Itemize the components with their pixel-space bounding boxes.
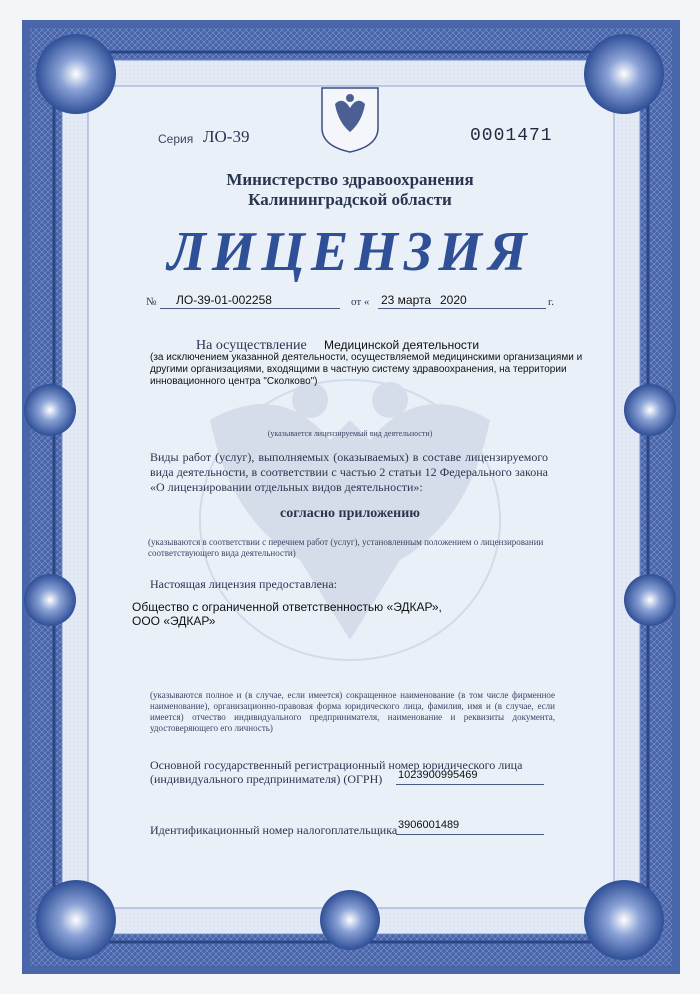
issuer-line-1: Министерство здравоохранения [226, 170, 474, 189]
licensee-label: Настоящая лицензия предоставлена: [150, 577, 337, 591]
number-prefix: № [146, 296, 157, 308]
ogrn-label-line-2: (индивидуального предпринимателя) (ОГРН) [150, 772, 383, 786]
works-value: согласно приложению [280, 506, 420, 521]
coat-of-arms-icon [322, 88, 378, 152]
activity-label: На осуществление [196, 338, 307, 353]
ogrn-underline [396, 784, 544, 785]
activity-hint: (указывается лицензируемый вид деятельности) [267, 429, 433, 438]
ogrn-value: 1023900995469 [398, 769, 478, 781]
number-underline [160, 308, 340, 309]
issuer-line-2: Калининградской области [248, 190, 452, 209]
date-prefix: от « [351, 296, 370, 308]
licensee-name-line-1: Общество с ограниченной ответственностью «ЭДКАР», [132, 600, 442, 614]
activity-value: Медицинской деятельности [324, 338, 480, 352]
inn-underline [396, 834, 544, 835]
date-underline [378, 308, 546, 309]
year-suffix: г. [548, 296, 555, 308]
works-intro: Виды работ (услуг), выполняемых (оказываемых) в составе лицензируемого вида деятельности, в соответствии с частью 2 статьи 12 Федерального закона «О лицензировании отдельных видов деятельности»: [150, 450, 548, 494]
activity-clarification: (за исключением указанной деятельности, осуществляемой медицинскими организациями и другими организациями, входящими в частную систему здравоохранения, на территории инновационного центра "Сколково") [150, 352, 583, 387]
works-hint: (указываются в соответствии с перечнем работ (услуг), установленным положением о лицензировании соответствующего вида деятельности) [148, 537, 544, 558]
inn-value: 3906001489 [398, 819, 460, 831]
inn-label: Идентификационный номер налогоплательщика [150, 823, 398, 837]
license-number: ЛО-39-01-002258 [176, 293, 272, 307]
ogrn-label-line-1: Основной государственный регистрационный номер юридического лица [150, 758, 523, 772]
licensee-hint: (указываются полное и (в случае, если имеется) сокращенное наименование (в том числе фирменное наименование), организационно-правовая форма юридического лица, фамилия, имя и (в случае, если имеется) отчество индивидуального предпринимателя, наименование и реквизиты документа, удостоверяющего его личность) [150, 690, 555, 733]
license-day: 23 марта [381, 293, 432, 307]
license-title: ЛИЦЕНЗИЯ [167, 221, 533, 283]
series-value: ЛО-39 [203, 127, 250, 146]
license-year: 2020 [440, 293, 467, 307]
licensee-name-line-2: ООО «ЭДКАР» [132, 614, 216, 628]
series-label: Серия [158, 132, 194, 146]
blank-number: 0001471 [470, 126, 553, 146]
